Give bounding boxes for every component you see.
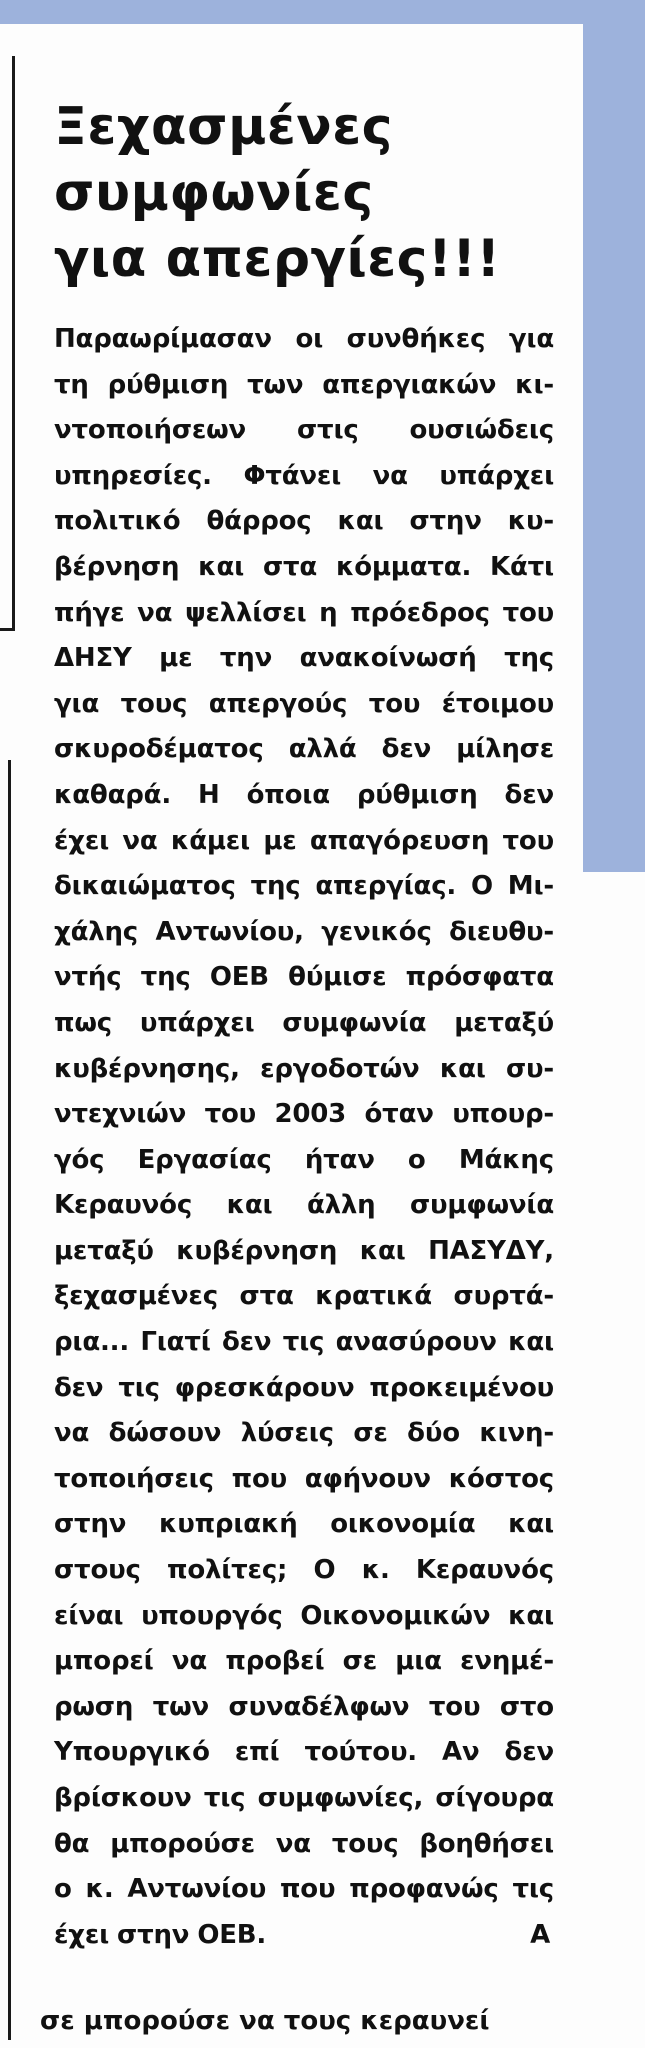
body-word: του: [368, 688, 421, 719]
body-line: [54, 1776, 554, 1822]
body-word: υπάρχει: [439, 460, 554, 491]
body-word: ανακοίνωσή: [299, 643, 477, 674]
body-word: αφήνουν: [304, 1463, 431, 1494]
body-line: [54, 727, 554, 773]
body-word: διευθυ-: [449, 916, 554, 947]
cut-off-next-line: [40, 2006, 560, 2048]
body-word: ντεχνιών: [54, 1099, 187, 1130]
body-line: [54, 682, 554, 728]
body-word: συμφωνία: [282, 1007, 427, 1038]
body-word: τις: [512, 1874, 554, 1905]
body-word: την: [219, 643, 273, 674]
body-word: κυβέρνηση: [176, 1235, 338, 1266]
body-word: στους: [54, 1555, 141, 1586]
body-word: με: [159, 643, 193, 674]
body-word: ντής: [54, 962, 122, 993]
body-line: [54, 317, 554, 363]
body-word: να: [122, 825, 158, 856]
body-word: δικαιώματος: [54, 871, 236, 902]
body-word: που: [231, 1463, 287, 1494]
column-rule-corner: [0, 628, 15, 631]
body-word: πολιτικό: [54, 506, 181, 537]
body-word: απεργίας.: [315, 871, 457, 902]
article-headline: [54, 94, 574, 292]
body-word: αλλά: [288, 734, 357, 765]
body-word: κυπριακή: [158, 1509, 298, 1540]
body-word: κόμματα.: [335, 551, 472, 582]
body-word: τις: [118, 1372, 160, 1403]
body-word: του: [204, 1099, 256, 1130]
body-word: ρωση: [54, 1691, 134, 1722]
body-word: μεταξύ: [454, 1007, 554, 1038]
body-word: του: [428, 1691, 481, 1722]
body-word: πως: [54, 1007, 112, 1038]
body-word: στα: [262, 551, 318, 582]
body-word: γενικός: [321, 916, 432, 947]
body-line: [54, 1047, 554, 1093]
body-word: δεν: [221, 1327, 272, 1358]
body-word: τους: [331, 1828, 399, 1859]
body-line: [54, 1502, 554, 1548]
body-word: των: [247, 369, 304, 400]
body-line: [54, 408, 554, 454]
body-word: ντοποιήσεων: [54, 415, 247, 446]
body-line: [54, 910, 554, 956]
body-word: βρίσκουν: [54, 1783, 192, 1813]
body-line: [54, 773, 554, 819]
body-word: θάρρος: [206, 506, 312, 537]
body-word: του: [502, 597, 554, 628]
body-word: Γιατί: [140, 1327, 211, 1358]
body-word: θα: [54, 1828, 90, 1859]
side-accent-band: [583, 0, 645, 872]
body-word: με: [263, 825, 297, 856]
body-word: φρεσκάρουν: [174, 1372, 355, 1403]
body-word: να: [275, 1828, 311, 1859]
body-word: Μι-: [507, 871, 554, 902]
body-word: κάμει: [170, 825, 250, 856]
body-word: των: [152, 1691, 210, 1722]
body-word: Ο: [313, 1555, 336, 1586]
body-word: και: [359, 1235, 406, 1266]
body-word: να: [171, 1646, 208, 1677]
body-word: συνθήκες: [346, 324, 486, 354]
body-word: επί: [234, 1737, 280, 1768]
body-word: ο: [407, 1144, 426, 1175]
body-word: τις: [282, 1327, 325, 1358]
body-word: της: [140, 962, 191, 993]
body-line: [54, 1001, 554, 1047]
body-word: ο: [54, 1874, 72, 1905]
body-word: λύσεις: [240, 1418, 334, 1449]
body-word: κ.: [361, 1555, 390, 1586]
body-word: ΠΑΣΥΔΥ,: [428, 1235, 554, 1266]
body-word: της: [504, 643, 554, 674]
body-word: μεταξύ: [54, 1235, 154, 1266]
body-word: σε: [342, 1646, 377, 1677]
body-word: μια: [395, 1646, 442, 1677]
body-word: σε: [353, 1418, 388, 1449]
body-word: τους: [120, 688, 188, 719]
body-word: και: [337, 506, 384, 537]
body-line: [54, 864, 554, 910]
body-word: κόστος: [448, 1463, 554, 1494]
body-word: δώσουν: [108, 1418, 222, 1449]
body-word: συμφωνία: [410, 1190, 554, 1221]
body-word: έτοιμου: [441, 688, 554, 719]
body-line: [54, 955, 554, 1001]
body-line: [54, 1594, 554, 1640]
body-word: βοηθήσει: [419, 1828, 554, 1859]
body-line: [54, 1274, 554, 1320]
body-word: σκυροδέματος: [54, 734, 264, 765]
body-word: πρόεδρος: [350, 597, 490, 628]
body-word: Ο: [470, 871, 493, 902]
body-word: θύμισε: [288, 962, 387, 993]
body-line: [54, 1639, 554, 1685]
body-word: στις: [297, 415, 359, 446]
body-word: κυβέρνησης,: [54, 1053, 240, 1084]
body-word: και: [226, 1190, 273, 1221]
article-body: [54, 317, 554, 1958]
body-word: στα: [239, 1281, 294, 1312]
body-word: να: [137, 597, 173, 628]
headline-line: Ξεχασμένες: [54, 97, 393, 157]
body-word: της: [250, 871, 301, 902]
body-word: Αντωνίου,: [155, 916, 304, 947]
body-word: Οικονομικών: [300, 1600, 491, 1631]
body-line: [54, 1548, 554, 1594]
body-word: κι-: [515, 369, 554, 400]
body-word: Κάτι: [490, 551, 554, 582]
body-word: κ.: [85, 1874, 114, 1905]
body-line: [54, 1229, 554, 1275]
body-line: [54, 1822, 554, 1868]
body-word: τοποιήσεις: [54, 1463, 214, 1494]
body-word: όποια: [246, 779, 330, 810]
body-word: καθαρά.: [54, 779, 172, 810]
body-line: [54, 819, 554, 865]
body-word: για: [508, 324, 554, 354]
body-line: [54, 1183, 554, 1229]
body-word: Εργασίας: [137, 1144, 272, 1175]
body-word: Υπουργικό: [54, 1737, 210, 1768]
body-word: 2003: [274, 1099, 347, 1130]
body-line: [54, 1411, 554, 1457]
body-line: [54, 499, 554, 545]
body-line: [54, 591, 554, 637]
body-word: η: [319, 597, 338, 628]
body-line: [54, 1092, 554, 1138]
body-word: μπορούσε: [110, 1828, 255, 1859]
body-word: πρόσφατα: [405, 962, 554, 993]
body-word: έχει: [54, 1919, 110, 1950]
body-word: οι: [295, 324, 324, 354]
body-line: [54, 1867, 554, 1913]
body-word: όταν: [364, 1099, 434, 1130]
body-word: Η: [198, 779, 220, 810]
body-word: μπορεί: [54, 1646, 154, 1677]
body-line: [54, 1457, 554, 1503]
body-word: σίγουρα: [435, 1783, 554, 1813]
cut-off-text: σε μπορούσε να τους κεραυνεί: [40, 2006, 490, 2036]
body-word: ΟΕΒ: [209, 962, 269, 993]
body-word: απεργιακών: [322, 369, 497, 400]
body-word: συρτά-: [453, 1281, 554, 1312]
body-word: προκειμένου: [369, 1372, 554, 1403]
body-word: να: [54, 1418, 90, 1449]
body-word: ΟΕΒ.: [197, 1919, 267, 1950]
headline-line: συμφωνίες: [54, 163, 374, 223]
body-word: ξεχασμένες: [54, 1281, 218, 1312]
body-line: [54, 454, 554, 500]
body-word: ψελλίσει: [185, 597, 307, 628]
body-word: Παραωρίμασαν: [54, 324, 272, 354]
author-initial: Α: [530, 1919, 550, 1950]
body-word: ρύθμιση: [356, 779, 478, 810]
body-word: Φτάνει: [243, 460, 342, 491]
body-word: δεν: [504, 1737, 554, 1768]
body-line: [54, 1730, 554, 1776]
body-word: οικονομία: [330, 1509, 476, 1540]
body-line: [54, 363, 554, 409]
body-word: και: [508, 1327, 554, 1358]
body-word: του: [502, 825, 554, 856]
body-word: Κεραυνός: [415, 1555, 554, 1586]
body-word: ουσιώδεις: [409, 415, 554, 446]
body-word: για: [54, 688, 100, 719]
body-word: κρατικά: [315, 1281, 432, 1312]
body-word: βέρνηση: [54, 551, 180, 582]
body-word: στο: [499, 1691, 554, 1722]
body-word: κινη-: [479, 1418, 554, 1449]
body-word: γός: [54, 1144, 105, 1175]
body-word: υπουργός: [141, 1600, 283, 1631]
body-line: [54, 636, 554, 682]
paper-cutout: [12, 24, 583, 62]
body-word: ήταν: [304, 1144, 375, 1175]
body-word: άλλη: [306, 1190, 376, 1221]
body-word: υπάρχει: [139, 1007, 255, 1038]
body-word: Αντωνίου: [127, 1874, 267, 1905]
body-word: έχει: [54, 825, 110, 856]
body-word: πολίτες;: [166, 1555, 288, 1586]
body-word: δεν: [504, 779, 554, 810]
body-word: και: [508, 1509, 554, 1540]
body-word: στην: [54, 1509, 127, 1540]
body-line: [54, 1366, 554, 1412]
body-word: μίλησε: [456, 734, 554, 765]
body-word: Μάκης: [458, 1144, 554, 1175]
column-rule-lower: [8, 760, 11, 2040]
body-word: Αν: [442, 1737, 480, 1768]
body-word: χάλης: [54, 916, 139, 947]
body-word: συμφωνίες,: [257, 1783, 424, 1813]
body-word: και: [508, 1600, 554, 1631]
body-word: υπηρεσίες.: [54, 460, 212, 491]
body-word: ενημέ-: [460, 1646, 554, 1677]
body-word: ρια...: [54, 1327, 130, 1358]
body-word: στην: [117, 1919, 190, 1950]
body-word: ρύθμιση: [107, 369, 229, 400]
body-line: [54, 1685, 554, 1731]
column-rule-upper: [12, 56, 15, 630]
body-word: εργοδοτών: [260, 1053, 420, 1084]
body-word: Κεραυνός: [54, 1190, 193, 1221]
body-word: κυ-: [507, 506, 554, 537]
body-word: δύο: [407, 1418, 460, 1449]
body-word: και: [198, 551, 245, 582]
body-word: στην: [409, 506, 482, 537]
body-word: δεν: [54, 1372, 104, 1403]
body-word: πήγε: [54, 597, 125, 628]
body-word: προβεί: [225, 1646, 325, 1677]
body-word: τις: [203, 1783, 246, 1813]
body-line: [54, 1138, 554, 1184]
body-word: τη: [54, 369, 89, 400]
body-line: [54, 545, 554, 591]
body-word: είναι: [54, 1600, 124, 1631]
top-accent-band: [0, 0, 645, 24]
body-word: ΔΗΣΥ: [54, 643, 132, 674]
body-word: που: [279, 1874, 336, 1905]
body-word: απεργούς: [208, 688, 348, 719]
body-word: προφανώς: [349, 1874, 499, 1905]
body-word: δεν: [381, 734, 432, 765]
body-word: τούτου.: [304, 1737, 417, 1768]
body-word: συναδέλφων: [228, 1691, 410, 1722]
body-word: υπουρ-: [452, 1099, 554, 1130]
body-word: και: [439, 1053, 486, 1084]
headline-line: για απεργίες!!!: [54, 229, 501, 289]
body-word: να: [372, 460, 408, 491]
body-line: [54, 1913, 554, 1959]
body-word: ανασύρουν: [335, 1327, 497, 1358]
body-word: συ-: [506, 1053, 554, 1084]
body-word: απαγόρευση: [309, 825, 490, 856]
body-line: [54, 1320, 554, 1366]
